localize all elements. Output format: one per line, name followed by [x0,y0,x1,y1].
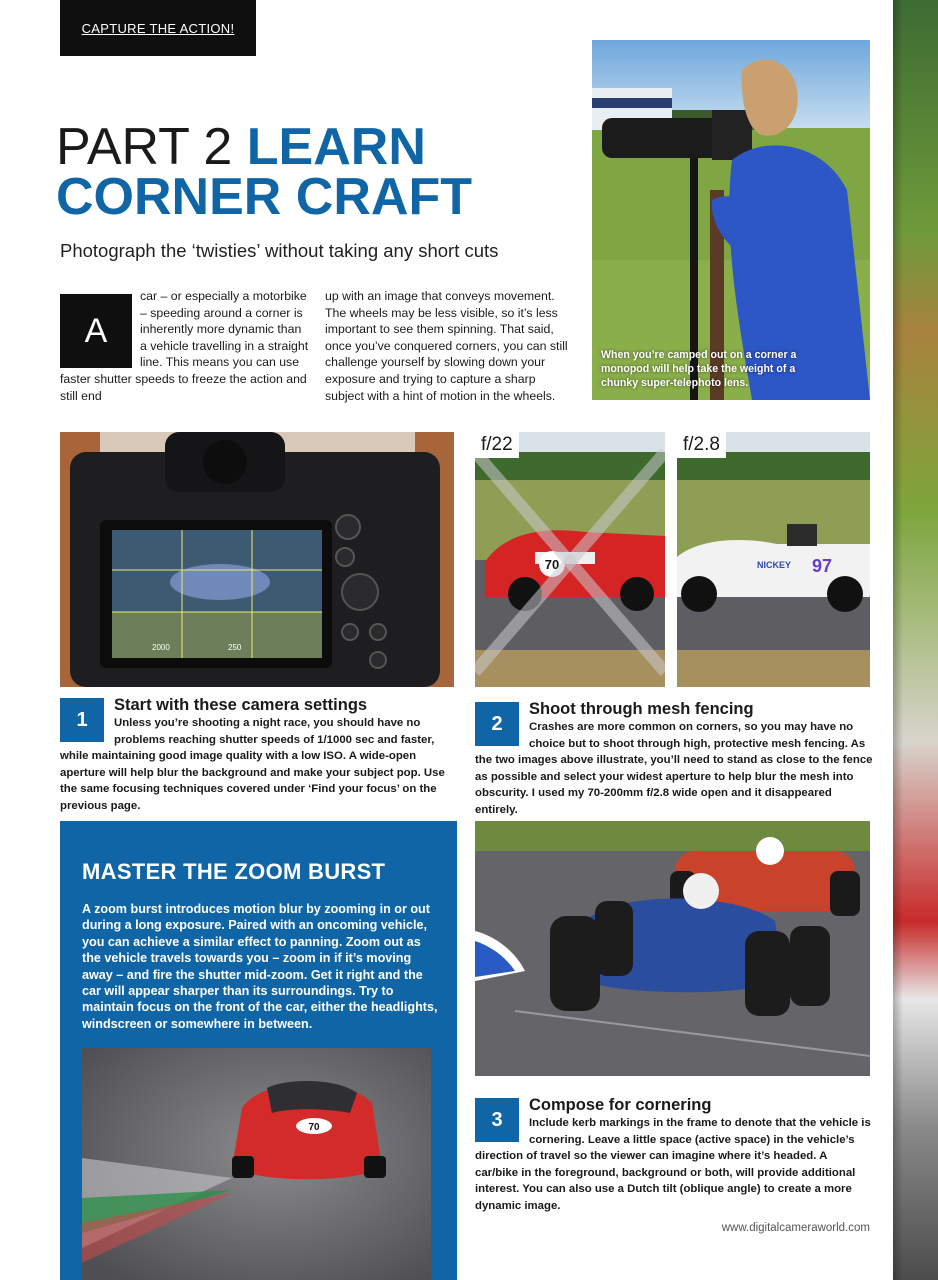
tip-number-1: 1 [60,698,104,742]
tip-body-1: Unless you’re shooting a night race, you should have no problems reaching shutter speeds of 1/1000 sec and faster, while maintaining good image quality with a low ISO. A wide-open aperture will help blur the background and make your subject pop. Use the same focusing techniques covered under ‘Find your focus’ on the previous page. [60,717,445,812]
photo-camera-settings [60,432,454,687]
headline-title-line1: LEARN [246,118,426,176]
tip-3 [475,1096,873,1215]
hero-photo-graphic [592,40,870,400]
zoom-burst-graphic [82,1048,431,1280]
zoom-car-number: 70 [308,1122,320,1133]
tip-number-2: 2 [475,702,519,746]
tip-number-3: 3 [475,1098,519,1142]
photo-mesh-f22 [475,432,665,687]
intro-text-1: car – or especially a motorbike – speeding around a corner is inherently more dynamic than a vehicle travelling in a straight line. This means you can use faster shutter speeds to freeze the action and still end [60,289,309,403]
zoom-burst-box [60,821,457,1280]
photo-mesh-f28 [677,432,870,687]
tip-title-1: Start with these camera settings [114,696,368,714]
camera-screen-iso: 250 [228,643,242,652]
car-number-f22: 70 [544,557,560,572]
zoom-burst-heading: MASTER THE ZOOM BURST [82,859,386,884]
hero-caption: When you’re camped out on a corner a monopod will help take the weight of a chunky super-telephoto lens. [601,349,797,389]
intro-column-2: up with an image that conveys movement. The wheels may be less visible, so it’s less important to see them spinning. That said, once you’ve conquered corners, you can still challenge yourself by slowing down your exposure and trying to capture a sharp subject with a hint of motion in the wheels. [325,289,568,403]
adjacent-page-edge [893,0,938,1280]
aperture-label-f22: f/22 [475,432,519,458]
hero-photo-photographer [592,40,870,400]
tip-body-3: Include kerb markings in the frame to denote that the vehicle is cornering. Leave a little space (active space) in the vehicle’s direction of travel so the viewer can imagine where it’s headed. A car/bike in the foreground, background or both, will provide additional interest. You can also use a Dutch tilt (oblique angle) to create a more dynamic image. [475,1117,871,1212]
standfirst: Photograph the ‘twisties’ without taking any short cuts [60,240,499,261]
tip-body-2: Crashes are more common on corners, so you may have no choice but to shoot through high, protective mesh fencing. As the two images above illustrate, you’ll need to stand as close to the fence as possible and select your widest aperture to help blur the mesh into obscurity. I used my 70-200mm f/2.8 wide open and it disappeared entirely. [475,721,873,816]
camera-screen-shutter: 2000 [152,643,170,652]
section-kicker: CAPTURE THE ACTION! [60,0,256,56]
mesh-f28-graphic [677,432,870,687]
zoom-burst-body: A zoom burst introduces motion blur by zooming in or out during a long exposure. Paired with an oncoming vehicle, you can achieve a similar effect to panning. Zoom out as the vehicle travels towards you – zoom in if it’s moving away – and fire the shutter mid-zoom. Get it right and the car will appear sharper than its surroundings. Try to maintain focus on the front of the car, either the headlights, windscreen or somewhere in between. [82,902,438,1031]
photo-cornering-cars [475,821,870,1076]
page-fold-shadow [893,0,903,1280]
intro-column-1 [60,288,310,404]
tip-title-3: Compose for cornering [529,1096,712,1114]
drop-cap: A [60,294,132,368]
page-headline [56,118,576,226]
tip-2 [475,700,873,819]
zoom-burst-photo [82,1048,431,1280]
footer-url[interactable]: www.digitalcameraworld.com [721,1222,870,1234]
car-sponsor-f28: NICKEY [757,560,792,570]
headline-part: PART 2 [56,118,247,176]
tip-title-2: Shoot through mesh fencing [529,700,754,718]
tip-1 [60,696,454,815]
mesh-f22-graphic [475,432,665,687]
camera-photo-graphic [60,432,454,687]
car-number-f28: 97 [812,556,833,576]
headline-title-line2: CORNER CRAFT [56,168,472,226]
cornering-graphic [475,821,870,1076]
aperture-label-f28: f/2.8 [677,432,726,458]
